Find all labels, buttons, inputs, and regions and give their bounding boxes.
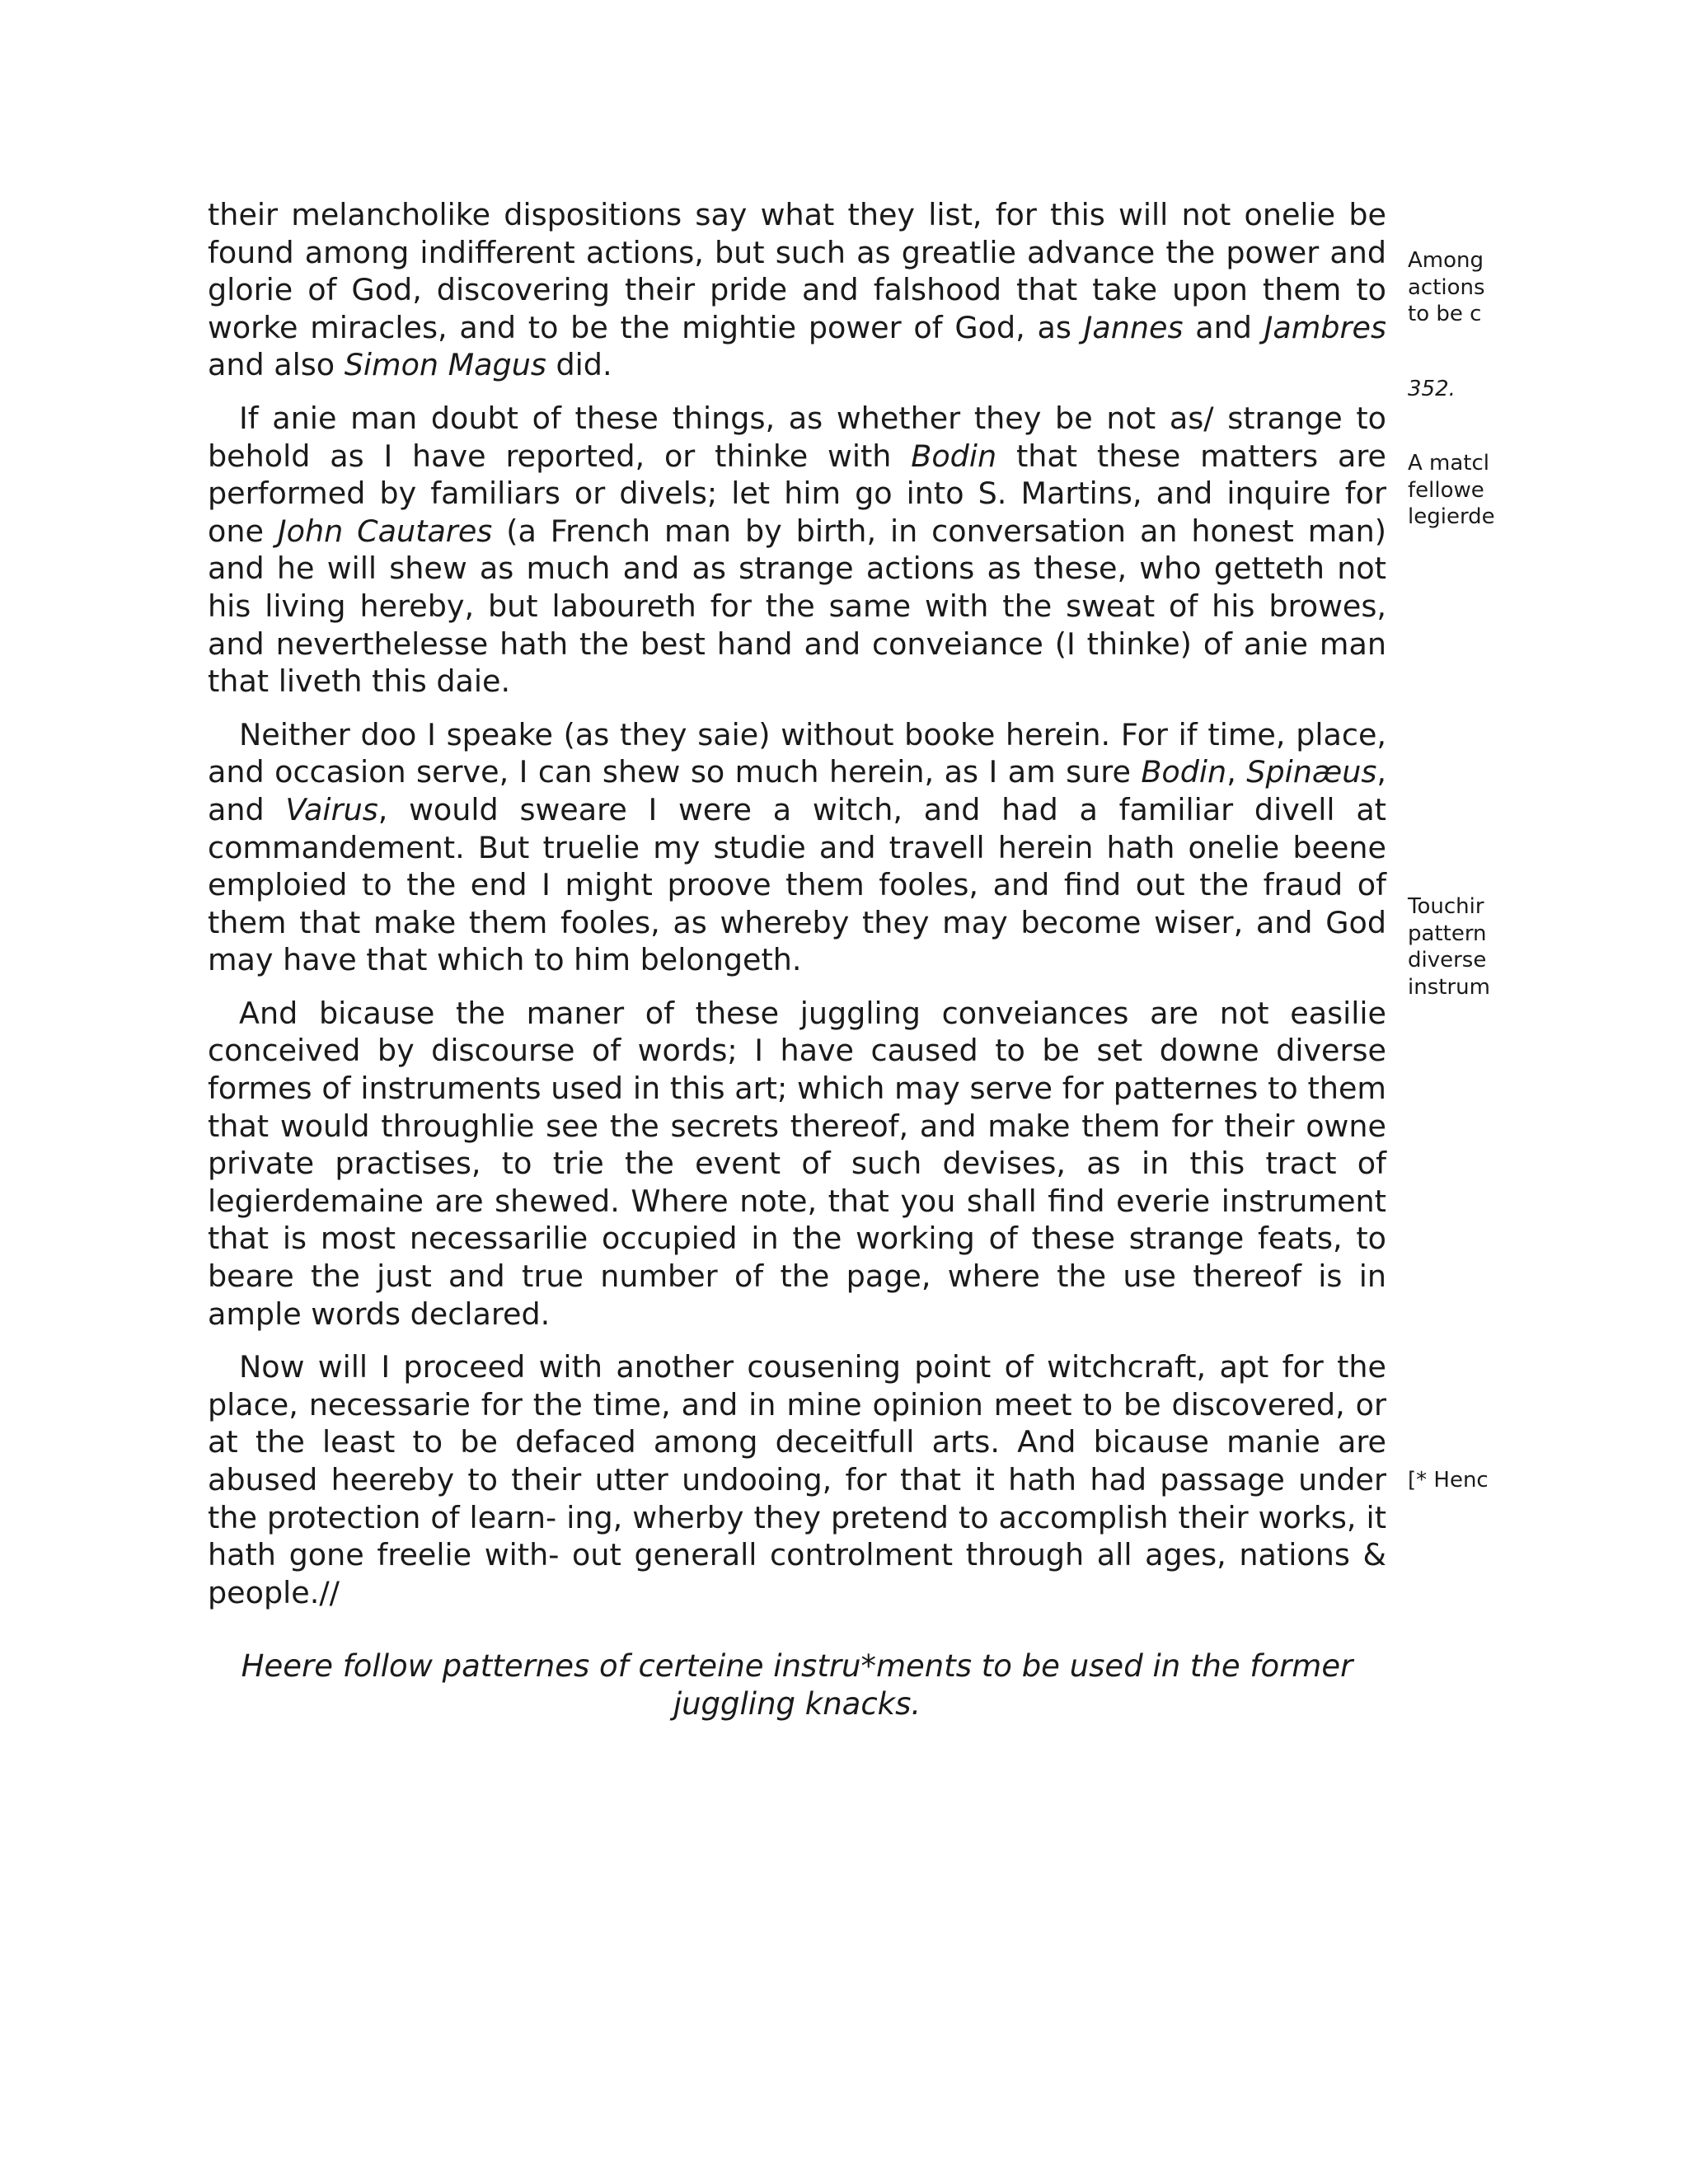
margin-note-hence — [1408, 1467, 1489, 1494]
margin-note-line: Among — [1408, 248, 1484, 273]
paragraph-1-text-4: did. — [546, 347, 612, 383]
paragraph-4-text-1: And bicause the maner of these juggling conveiances are not easilie conceived by discourse of words; I have caused to be set downe diverse formes of instruments used in this art; which may serve for patternes to them that would throughlie see the secrets thereof, and make them for their owne private practises, to trie the event of such devises, as in this tract of legierdemaine are shewed. Where note, that you shall find everie instrument that is most necessarilie occupied in the working of these strange feats, to beare the just and true number of the page, where the use thereof is in ample words declared. — [208, 995, 1386, 1332]
paragraph-3-text-4: , would sweare I were a witch, and had a familiar divell at commandement. But truelie my studie and travell herein hath onelie beene emploied to the end I might proove them fooles, and find out the fraud of them that make them fooles, as whereby they may become wiser, and God may have that which to him belongeth. — [208, 791, 1386, 978]
margin-note-line: Touchir — [1408, 894, 1484, 919]
margin-note-line: actions — [1408, 274, 1485, 300]
margin-note-line: pattern — [1408, 921, 1487, 946]
margin-note-line: instrum — [1408, 974, 1490, 1000]
margin-note-line: to be c — [1408, 302, 1482, 326]
figure-caption: Heere follow patternes of certeine instru*ments to be used in the former juggling knacks. — [241, 1648, 1353, 1722]
paragraph-1-text-2: and — [1183, 309, 1264, 345]
margin-note-line: A matcl — [1408, 451, 1490, 476]
name-jambres: Jambres — [1264, 309, 1386, 345]
margin-note-touching — [1408, 893, 1490, 1001]
name-bodin: Bodin — [911, 438, 997, 474]
paragraph-3-text-2: , — [1226, 754, 1247, 790]
margin-note-among — [1408, 247, 1484, 328]
paragraph-5-text-1: Now will I proceed with another cousening point of witchcraft, apt for the place, necessarie for the time, and in mine opinion meet to be discovered, or at the least to be defaced among deceitfull arts. And bicause manie are abused heereby to their utter undooing, for that it hath had passage under the protection of learn- ing, wherby they pretend to accomplish their works, it hath gone freelie with- out generall controlment through all ages, nations & people.// — [208, 1349, 1386, 1610]
paragraph-2-text-2: that these matters are performed by familiars or divels; let him go into S. Martins, and inquire for one — [208, 438, 1386, 549]
name-john-cautares: John Cautares — [277, 513, 493, 549]
paragraph-3 — [208, 716, 1386, 979]
margin-note-line: diverse — [1408, 948, 1487, 972]
name-simon-magus: Simon Magus — [344, 347, 546, 383]
paragraph-2 — [208, 400, 1386, 701]
paragraph-2-text-3: (a French man by birth, in conversation an honest man) and he will shew as much and as strange actions as these, who getteth not his living hereby, but laboureth for the same with the sweat of his browes, and neverthelesse hath the best hand and conveiance (I thinke) of anie man that liveth this daie. — [208, 513, 1387, 700]
paragraph-5 — [208, 1348, 1386, 1611]
paragraph-3-text-1: Neither doo I speake (as they saie) without booke herein. For if time, place, and occasion serve, I can shew so much herein, as I am sure — [208, 716, 1386, 790]
margin-note-line: legierde — [1408, 504, 1495, 529]
paragraph-1 — [208, 196, 1386, 384]
margin-note-line: [* Henc — [1408, 1468, 1489, 1493]
paragraph-4 — [208, 995, 1386, 1333]
paragraph-2-text-1: If anie man doubt of these things, as whether they be not as/ strange to behold as I have reported, or thinke with — [208, 400, 1386, 474]
paragraph-1-text-3: and also — [208, 347, 345, 383]
paragraph-3-text-3: , and — [208, 754, 1386, 827]
margin-note-line: fellowe — [1408, 477, 1484, 503]
margin-note-match — [1408, 450, 1495, 531]
name-vairus: Vairus — [285, 791, 378, 827]
name-bodin: Bodin — [1141, 754, 1227, 790]
name-spinaeus: Spinæus — [1246, 754, 1377, 790]
main-text-column — [208, 196, 1386, 1723]
name-jannes: Jannes — [1083, 309, 1184, 345]
page-number: 352. — [1408, 377, 1456, 401]
paragraph-1-text-1: their melancholike dispositions say what they list, for this will not onelie be found among indifferent actions, but such as greatlie advance the power and glorie of God, discovering their pride and falshood that take upon them to worke miracles, and to be the mightie power of God, as — [208, 197, 1386, 345]
